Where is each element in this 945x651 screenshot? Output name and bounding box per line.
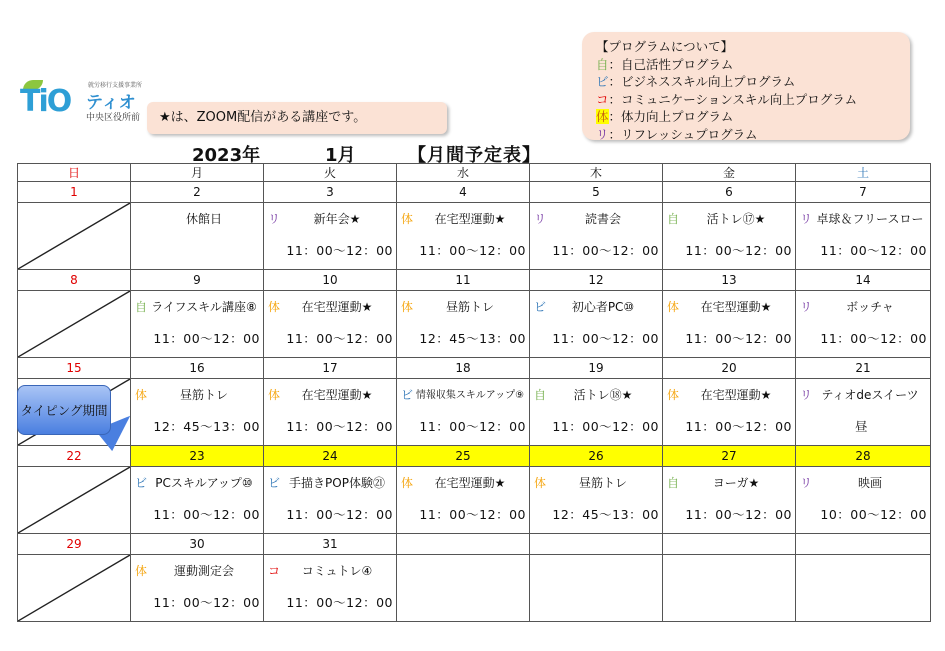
- event-title: [264, 379, 396, 412]
- program-legend: [582, 32, 910, 140]
- event-title: [530, 467, 662, 500]
- sunday-closed-cell: [18, 555, 131, 622]
- event-category: 自: [667, 212, 680, 226]
- event-title: [131, 555, 263, 588]
- weekday-header: 土: [796, 164, 931, 182]
- event-time: 11：00〜12：00: [286, 507, 393, 522]
- event-time: 11：00〜12：00: [685, 243, 792, 258]
- event-category: 自: [667, 476, 680, 490]
- legend-cat: コ: [596, 91, 609, 107]
- event-time: 11：00〜12：00: [552, 243, 659, 258]
- date-cell: 25: [397, 446, 530, 467]
- event-name: 在宅型運動★: [700, 388, 772, 402]
- weekday-header: 金: [663, 164, 796, 182]
- event-name: 在宅型運動★: [700, 300, 772, 314]
- event-title: [131, 291, 263, 324]
- event-title: [796, 203, 930, 236]
- event-cell: [131, 555, 264, 622]
- date-cell: 19: [530, 358, 663, 379]
- event-time: 11：00〜12：00: [286, 331, 393, 346]
- event-title: [796, 379, 930, 412]
- event-time: 11：00〜12：00: [685, 507, 792, 522]
- event-cell: [264, 379, 397, 446]
- date-cell: 18: [397, 358, 530, 379]
- event-title: [397, 379, 529, 412]
- event-time: 11：00〜12：00: [153, 507, 260, 522]
- title-year: 2023年: [192, 145, 261, 166]
- event-title: [397, 291, 529, 324]
- event-cell: [397, 203, 530, 270]
- date-cell: 31: [264, 534, 397, 555]
- event-cell: [131, 291, 264, 358]
- event-title: [131, 467, 263, 500]
- date-cell: 22: [18, 446, 131, 467]
- sunday-closed-cell: [18, 467, 131, 534]
- event-name: ヨーガ★: [712, 476, 760, 490]
- sunday-closed-cell: [18, 203, 131, 270]
- weekday-header: 日: [18, 164, 131, 182]
- date-cell: 13: [663, 270, 796, 291]
- date-cell: 9: [131, 270, 264, 291]
- date-cell: [796, 534, 931, 555]
- event-title: [796, 467, 930, 500]
- event-category: リ: [268, 212, 281, 226]
- date-cell: 29: [18, 534, 131, 555]
- event-cell: [663, 379, 796, 446]
- legend-item: [596, 108, 910, 126]
- event-title: [131, 203, 263, 236]
- logo-mark: TiO: [20, 84, 71, 119]
- logo-subtitle: 中央区役所前: [86, 113, 141, 123]
- date-cell: 16: [131, 358, 264, 379]
- date-row: [18, 358, 931, 379]
- event-title: [663, 203, 795, 236]
- legend-cat: 体: [596, 109, 609, 124]
- event-time: 11：00〜12：00: [552, 331, 659, 346]
- date-cell: 15: [18, 358, 131, 379]
- event-time: 11：00〜12：00: [419, 507, 526, 522]
- date-cell: 30: [131, 534, 264, 555]
- event-title: [131, 379, 263, 412]
- event-time: 11：00〜12：00: [419, 419, 526, 434]
- event-cell: [264, 555, 397, 622]
- legend-text: ：コミュニケーションスキル向上プログラム: [608, 91, 858, 107]
- event-cell: [397, 467, 530, 534]
- event-cell: [530, 467, 663, 534]
- event-row: [18, 555, 931, 622]
- event-category: ビ: [534, 300, 547, 314]
- event-category: リ: [800, 212, 813, 226]
- event-category: 自: [135, 300, 148, 314]
- logo: [20, 80, 143, 130]
- date-cell: 26: [530, 446, 663, 467]
- event-name: 卓球＆フリースロー: [816, 212, 924, 226]
- event-category: 自: [534, 388, 547, 402]
- legend-text: ：自己活性プログラム: [608, 56, 734, 72]
- event-time: 11：00〜12：00: [286, 419, 393, 434]
- event-name: 在宅型運動★: [434, 212, 506, 226]
- event-cell: [131, 467, 264, 534]
- event-cell: [264, 291, 397, 358]
- event-category: リ: [800, 300, 813, 314]
- event-name: 初心者PC⑩: [571, 300, 635, 314]
- date-row: [18, 534, 931, 555]
- event-name: 昼筋トレ: [578, 476, 627, 490]
- event-cell: [131, 203, 264, 270]
- event-name: 運動測定会: [173, 564, 234, 578]
- weekday-header: 火: [264, 164, 397, 182]
- diagonal-slash-icon: [18, 291, 130, 357]
- date-cell: 28: [796, 446, 931, 467]
- event-cell: [796, 379, 931, 446]
- date-cell: 6: [663, 182, 796, 203]
- event-cell: [663, 203, 796, 270]
- event-row: [18, 291, 931, 358]
- event-category: 体: [401, 212, 414, 226]
- event-title: [397, 467, 529, 500]
- event-cell: [530, 203, 663, 270]
- date-cell: 27: [663, 446, 796, 467]
- event-category: 体: [268, 300, 281, 314]
- event-title: [264, 555, 396, 588]
- event-name: 昼筋トレ: [179, 388, 228, 402]
- event-title: [264, 467, 396, 500]
- event-title: [530, 379, 662, 412]
- legend-header: 【プログラムについて】: [596, 39, 734, 54]
- event-category: リ: [534, 212, 547, 226]
- event-category: 体: [135, 564, 148, 578]
- event-time: 12：45〜13：00: [153, 419, 260, 434]
- event-name: 休館日: [185, 212, 222, 226]
- event-name: PCスキルアップ⑩: [155, 476, 253, 490]
- date-cell: 3: [264, 182, 397, 203]
- date-cell: 7: [796, 182, 931, 203]
- title-month: 1月: [325, 145, 356, 166]
- date-cell: 12: [530, 270, 663, 291]
- event-category: 体: [135, 388, 148, 402]
- event-name: 活トレ⑱★: [573, 388, 633, 402]
- event-category: 体: [534, 476, 547, 490]
- event-title: [397, 203, 529, 236]
- event-time: 11：00〜12：00: [820, 331, 927, 346]
- event-name: ボッチャ: [846, 300, 894, 314]
- date-cell: [663, 534, 796, 555]
- event-cell: [663, 467, 796, 534]
- event-name: 読書会: [584, 212, 621, 226]
- logo-name: ティオ: [86, 93, 136, 113]
- event-name: 手描きPOP体験㉑: [289, 476, 385, 490]
- date-row: [18, 270, 931, 291]
- event-time: 12：45〜13：00: [419, 331, 526, 346]
- date-cell: 5: [530, 182, 663, 203]
- event-time: 10：00〜12：00: [820, 507, 927, 522]
- event-title: [530, 291, 662, 324]
- event-title: [663, 291, 795, 324]
- legend-cat: 自: [596, 56, 609, 72]
- date-cell: 2: [131, 182, 264, 203]
- date-cell: 20: [663, 358, 796, 379]
- event-category: 体: [401, 300, 414, 314]
- event-cell: [264, 467, 397, 534]
- event-row: [18, 379, 931, 446]
- legend-text: ：体力向上プログラム: [608, 109, 734, 124]
- event-cell: [530, 379, 663, 446]
- diagonal-slash-icon: [18, 467, 130, 533]
- date-cell: 11: [397, 270, 530, 291]
- title-label: 【月間予定表】: [408, 145, 541, 166]
- event-cell: [530, 291, 663, 358]
- event-cell: [397, 555, 530, 622]
- event-cell: [796, 555, 931, 622]
- diagonal-slash-icon: [18, 555, 130, 621]
- event-cell: [530, 555, 663, 622]
- legend-item: [596, 91, 910, 109]
- event-category: 体: [401, 476, 414, 490]
- event-category: リ: [800, 388, 813, 402]
- event-title: [264, 203, 396, 236]
- legend-cat: リ: [596, 126, 609, 142]
- event-time: 11：00〜12：00: [153, 331, 260, 346]
- legend-item: [596, 73, 910, 91]
- event-time: 11：00〜12：00: [685, 331, 792, 346]
- weekday-header: 月: [131, 164, 264, 182]
- event-title: [663, 379, 795, 412]
- event-category: 体: [667, 388, 680, 402]
- event-name: 在宅型運動★: [434, 476, 506, 490]
- event-name: 在宅型運動★: [301, 300, 373, 314]
- event-title: [663, 467, 795, 500]
- event-cell: [796, 467, 931, 534]
- event-category: 体: [667, 300, 680, 314]
- event-category: ビ: [268, 476, 281, 490]
- event-category: コ: [268, 564, 281, 578]
- event-cell: [796, 291, 931, 358]
- event-time: 11：00〜12：00: [820, 243, 927, 258]
- event-name: 活トレ⑰★: [706, 212, 766, 226]
- logo-small-text: 就労移行支援事業所: [88, 82, 143, 89]
- event-cell: [663, 291, 796, 358]
- legend-item: [596, 56, 910, 74]
- date-cell: 8: [18, 270, 131, 291]
- date-row: [18, 182, 931, 203]
- date-cell: 4: [397, 182, 530, 203]
- event-cell: [397, 291, 530, 358]
- legend-text: ：ビジネススキル向上プログラム: [608, 74, 796, 89]
- event-time: 12：45〜13：00: [552, 507, 659, 522]
- event-category: ビ: [401, 388, 414, 402]
- diagonal-slash-icon: [18, 203, 130, 269]
- event-cell: [663, 555, 796, 622]
- date-cell: 14: [796, 270, 931, 291]
- event-cell: [131, 379, 264, 446]
- date-row: [18, 446, 931, 467]
- event-cell: [264, 203, 397, 270]
- event-name: コミュトレ④: [301, 564, 373, 578]
- sunday-closed-cell: [18, 291, 131, 358]
- date-cell: 17: [264, 358, 397, 379]
- legend-text: ：リフレッシュプログラム: [608, 126, 758, 142]
- date-cell: 21: [796, 358, 931, 379]
- date-cell: [397, 534, 530, 555]
- weekday-header: 木: [530, 164, 663, 182]
- event-row: [18, 467, 931, 534]
- event-time: [131, 236, 263, 266]
- date-cell: 23: [131, 446, 264, 467]
- event-name: 在宅型運動★: [301, 388, 373, 402]
- event-title: [796, 291, 930, 324]
- event-cell: [796, 203, 931, 270]
- event-time: 11：00〜12：00: [153, 595, 260, 610]
- event-name: ライフスキル講座⑧: [151, 300, 257, 314]
- event-cell: [397, 379, 530, 446]
- zoom-note: ★は、ZOOM配信がある講座です。: [147, 102, 447, 134]
- event-time: 11：00〜12：00: [286, 595, 393, 610]
- event-title: [530, 203, 662, 236]
- weekday-header: 水: [397, 164, 530, 182]
- event-name: 映画: [857, 476, 882, 490]
- event-title: [264, 291, 396, 324]
- event-category: 体: [268, 388, 281, 402]
- event-name: 情報収集スキルアップ⑨: [415, 390, 525, 401]
- event-time: 昼: [854, 419, 868, 434]
- legend-cat: ビ: [596, 74, 609, 89]
- event-time: 11：00〜12：00: [552, 419, 659, 434]
- event-time: 11：00〜12：00: [286, 243, 393, 258]
- event-name: 昼筋トレ: [445, 300, 494, 314]
- date-cell: 1: [18, 182, 131, 203]
- typing-period-callout: タイピング期間: [17, 385, 111, 435]
- date-cell: 24: [264, 446, 397, 467]
- event-name: ティオdeスイーツ: [821, 388, 919, 402]
- date-cell: [530, 534, 663, 555]
- monthly-calendar: [17, 163, 931, 622]
- date-cell: 10: [264, 270, 397, 291]
- event-category: リ: [800, 476, 813, 490]
- weekday-header-row: [18, 164, 931, 182]
- event-name: 新年会★: [313, 212, 361, 226]
- event-row: [18, 203, 931, 270]
- event-category: ビ: [135, 476, 148, 490]
- event-time: 11：00〜12：00: [419, 243, 526, 258]
- event-time: 11：00〜12：00: [685, 419, 792, 434]
